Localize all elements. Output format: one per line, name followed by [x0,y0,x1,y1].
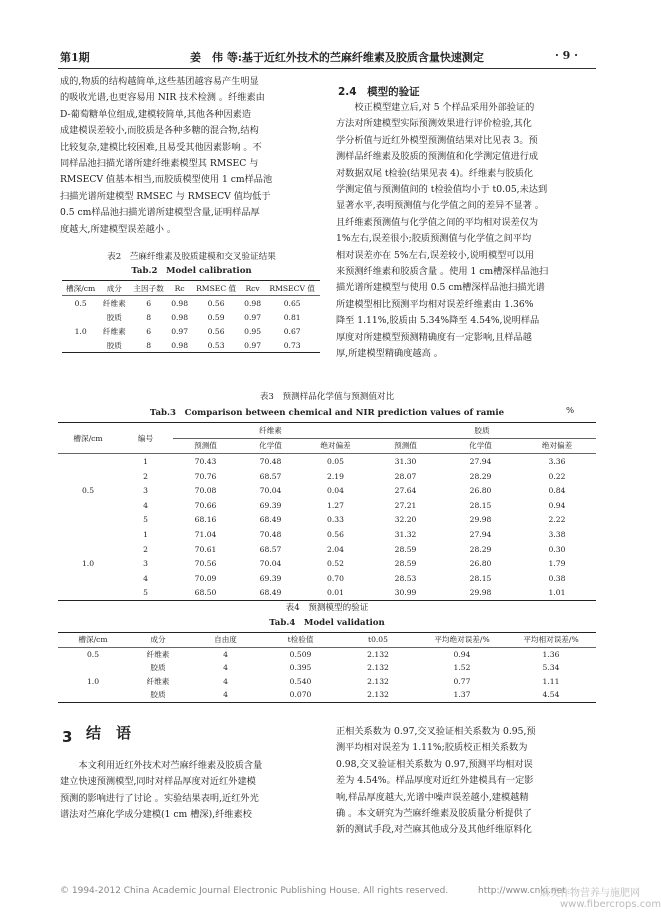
t2-header: RMSEC 值 [196,283,237,293]
text-line: 新的测试手段,对苎麻其他成分及其他纤维原料化 [336,824,532,836]
text-line: 成的,物质的结构越简单,这些基团越容易产生明显 [60,76,259,87]
t3-cell: 70.08 [194,486,217,496]
text-line: 学分析值与近红外模型预测值结果对比见表 3。预 [336,134,538,146]
t2-cell: 0.73 [283,340,301,350]
t4-cell: 胶质 [150,690,166,700]
table4 [58,632,596,703]
t3-group-cellulose: 纤维素 [173,423,368,439]
issue-number: 第1期 [60,51,90,64]
t2-header: 主因子数 [133,283,164,293]
t3-cell: 70.09 [194,573,217,583]
t2-cell: 0.95 [244,326,262,336]
text-line: 本文利用近红外技术对苎麻纤维素及胶质含量 [78,760,263,771]
table-row [58,483,596,498]
text-line: 比较复杂,建模比较困难,且易受其他因素影响 。不 [60,141,262,153]
t3-cell: 1.79 [548,559,566,569]
t3-col-id: 编号 [137,433,154,443]
t4-cell: 4 [223,663,228,673]
t3-cell: 28.15 [469,500,492,510]
t3-cell: 0.30 [548,544,566,554]
text-line: 0.5 cm样品池扫描光谱所建模型含量,证明样品厚 [60,207,260,219]
running-title: 姜 伟 等:基于近红外技术的苎麻纤维素及胶质含量快速测定 [190,51,484,64]
table-row [58,469,596,484]
t3-cell: 1.27 [327,500,344,510]
t3-cell: 70.56 [194,559,217,569]
text-line: 正相关系数为 0.97,交叉验证相关系数为 0.95,预 [336,726,536,737]
t4-cell [58,688,128,702]
t4-cell: 1.37 [453,690,471,700]
table-row [58,454,596,469]
t2-cell: 8 [146,312,152,322]
table-row [62,296,320,311]
text-line: 同样品池扫描光谱所建纤维素模型其 RMSEC 与 [60,158,259,170]
t3-cell: 0.70 [327,573,344,583]
t4-header: 自由度 [214,635,237,645]
t3-cell: 0.01 [327,588,344,598]
t3-col-depth: 槽深/cm [73,433,103,443]
t3-cell: 27.94 [469,456,492,466]
t2-cell: 0.98 [171,340,189,350]
table-row [58,688,596,702]
table-row [62,324,320,338]
t3-cell: 2.04 [327,544,344,554]
t2-cell: 胶质 [106,340,122,350]
t3-cell: 3 [143,486,148,496]
table-row [58,542,596,557]
t3-cell [58,513,118,528]
table2 [62,280,320,353]
t4-cell: 2.132 [367,676,389,686]
t3-group-gum: 胶质 [368,423,596,439]
t3-cell: 0.04 [327,486,344,496]
page-number: · 9 · [555,49,578,62]
t4-cell: 0.77 [453,676,471,686]
t3-cell [58,586,118,601]
t4-header: t检验值 [287,635,314,645]
t3-header: 绝对偏差 [320,441,351,451]
t3-cell: 70.04 [259,559,282,569]
t4-cell: 2.132 [367,649,389,659]
table-row [58,571,596,586]
t2-cell: 纤维素 [102,326,126,336]
t4-cell: 1.36 [542,649,560,659]
t4-header: 平均相对误差/% [523,635,579,645]
t3-cell: 31.30 [394,456,417,466]
t3-cell: 0.05 [327,456,344,466]
text-line: 相对误差亦在 5%左右,误差较小,说明模型可以用 [336,249,534,261]
table-row [58,513,596,528]
left-column-text [60,74,323,238]
t2-cell: 8 [146,340,152,350]
t4-cell: 2.132 [367,663,389,673]
t3-cell: 0.52 [327,559,344,569]
text-line: 方法对所建模型实际预测效果进行评价检验,其化 [336,118,532,130]
t2-cell: 0.56 [207,326,225,336]
t3-header: 化学值 [469,441,492,451]
table3-caption-en: Tab.3 Comparison between chemical and NIR prediction values of ramie [149,408,505,418]
t3-cell: 69.39 [259,500,282,510]
t4-cell: 4 [223,676,228,686]
t3-cell: 0.33 [327,515,344,525]
t2-cell: 0.67 [283,326,301,336]
text-line: 预测的影响进行了讨论 。实验结果表明,近红外光 [60,792,259,804]
t3-cell: 0.22 [548,471,566,481]
table-row [58,586,596,601]
table3 [58,422,596,601]
table2-caption-en: Tab.2 Model calibration [131,266,252,276]
t4-cell: 0.540 [289,676,312,686]
t4-cell: 胶质 [150,663,166,673]
text-line: 1%左右,误差很小;胶质预测值与化学值之间平均 [336,233,532,245]
t3-cell [58,527,118,542]
text-line: 对数据双尾 t检验(结果见表 4)。纤维素与胶质化 [336,167,534,179]
t2-cell: 0.81 [283,312,301,322]
t2-cell: 6 [146,298,152,308]
watermark-cn: 麻类作物营养与施肥网 [540,888,640,899]
t4-cell: 0.509 [289,649,312,659]
t2-header: Rcv [245,283,260,293]
t3-header: 化学值 [259,441,282,451]
t3-cell: 1.0 [81,559,95,569]
t3-cell: 28.29 [469,471,492,481]
text-line: 显著水平,表明预测值与化学值之间的差异不显著 。 [336,200,544,212]
table3-unit: % [566,406,575,416]
cnki-url[interactable]: http://www.cnki.net [478,886,566,896]
t3-cell: 0.56 [327,529,344,539]
section-3-left-text [60,758,323,824]
table-row [62,310,320,324]
t3-cell: 70.04 [259,486,282,496]
header-rule [58,68,596,69]
text-line: 降至 1.11%,胶质由 5.34%降至 4.54%,说明样品 [336,315,540,327]
text-line: 描光谱所建模型与使用 0.5 cm槽深样品池扫描光谱 [336,282,545,294]
t3-cell: 2 [143,544,148,554]
t3-header: 预测值 [394,441,417,451]
t2-cell: 0.97 [244,312,262,322]
text-line: 厚度对所建模型预测精确度有一定影响,且样品越 [336,331,532,343]
text-line: 测平均相对误差为 1.11%;胶质校正相关系数为 [336,742,528,754]
t4-cell: 2.132 [367,690,389,700]
t4-cell: 5.34 [542,663,560,673]
t2-cell: 0.53 [207,340,225,350]
table-row [58,675,596,689]
t3-cell: 68.57 [259,471,282,481]
t2-cell: 0.98 [244,298,262,308]
table4-caption-cn: 表4 预测模型的验证 [285,603,369,613]
text-line: 度越大,所建模型误差越小 。 [60,223,177,235]
t4-cell: 4 [223,649,228,659]
text-line: 学测定值与预测值间的 t检验值均小于 t0.05,未达到 [336,184,548,196]
text-line: 0.98,交叉验证相关系数为 0.97,预测平均相对误 [336,758,533,770]
t2-cell: 0.97 [171,326,189,336]
t4-cell: 0.5 [86,649,100,659]
t4-cell: 1.11 [542,676,560,686]
t3-cell: 4 [143,573,148,583]
t3-cell [58,454,118,469]
t3-cell: 68.49 [259,588,282,598]
t3-cell [58,571,118,586]
table-row [58,527,596,542]
t3-cell: 0.38 [548,573,566,583]
t3-cell: 68.16 [194,515,217,525]
section-2-4-heading: 2.4 模型的验证 [338,86,420,98]
t3-cell: 28.29 [469,544,492,554]
t3-cell: 26.80 [469,486,492,496]
watermark-url: www.fibercrops.com [560,899,661,910]
t4-cell: 4 [223,690,228,700]
text-line: 所建模型相比预测平均相对误差纤维素由 1.36% [336,298,534,310]
text-line: 来预测纤维素和胶质含量 。使用 1 cm槽深样品池扫 [336,266,549,278]
t3-cell: 26.80 [469,559,492,569]
text-line: 响,样品厚度越大,光谱中噪声误差越小,建模越精 [336,791,529,803]
table-row [58,556,596,571]
t3-cell: 69.39 [259,573,282,583]
t3-cell [58,498,118,513]
t2-header: 成分 [106,283,122,293]
t2-header: RMSECV 值 [269,283,315,293]
t3-cell: 70.48 [259,456,282,466]
t3-cell: 29.98 [469,588,492,598]
t3-cell: 28.15 [469,573,492,583]
section-3-number: 3 [62,728,73,746]
copyright-line: © 1994-2012 China Academic Journal Electronic Publishing House. All rights reserved. [60,886,449,896]
t3-cell: 28.07 [394,471,417,481]
text-line: RMSECV 值基本相当,而胶质模型使用 1 cm样品池 [60,174,273,186]
t4-cell: 4.54 [542,690,560,700]
t2-cell: 1.0 [74,326,87,336]
t3-cell: 1.01 [548,588,566,598]
text-line: 建立快速预测模型,同时对样品厚度对近红外建模 [60,776,256,788]
t3-cell: 70.76 [194,471,217,481]
text-line: 谱法对苎麻化学成分建模(1 cm 槽深),纤维素校 [60,809,252,821]
t3-cell: 2 [143,471,148,481]
t3-cell: 30.99 [394,588,417,598]
t4-cell [58,661,128,675]
t3-cell: 28.53 [394,573,417,583]
t2-cell: 6 [146,326,152,336]
t3-cell [58,469,118,484]
t3-cell: 4 [143,500,148,510]
table-row [58,661,596,675]
text-line: 差为 4.54%。样品厚度对近红外建模具有一定影 [336,775,534,787]
t3-cell: 31.32 [394,529,417,539]
t3-cell: 29.98 [469,515,492,525]
text-line: D-葡萄糖单位组成,建模较简单,其他各种因素造 [60,108,252,120]
t4-cell: 0.395 [289,663,312,673]
table-row [58,498,596,513]
t2-cell: 0.65 [283,298,301,308]
t4-header: 槽深/cm [78,635,108,645]
t4-cell: 1.52 [453,663,471,673]
t3-header: 预测值 [194,441,217,451]
t3-header: 绝对偏差 [541,441,573,451]
text-line: 扫描光谱所建模型 RMSEC 与 RMSECV 值均低于 [60,190,271,202]
text-line: 厚,所建模型精确度越高 。 [336,348,443,360]
t2-cell [62,310,99,324]
t3-cell: 68.49 [259,515,282,525]
text-line: 的吸收光谱,也更容易用 NIR 技术检测 。纤维素由 [60,92,265,104]
text-line: 测样品纤维素及胶质的预测值和化学测定值进行成 [336,151,539,163]
t3-cell: 0.84 [548,486,566,496]
t2-header: Rc [174,283,185,293]
t3-cell: 27.64 [394,486,417,496]
t3-cell: 32.20 [394,515,417,525]
t3-cell: 0.94 [548,500,566,510]
t2-cell: 0.5 [74,298,87,308]
text-line: 校正模型建立后,对 5 个样品采用外部验证的 [354,102,535,113]
t3-cell: 3 [143,559,148,569]
t3-cell: 2.19 [327,471,344,481]
t2-header: 槽深/cm [66,283,96,293]
t2-cell: 0.56 [207,298,225,308]
section-2-4-text [336,100,594,363]
t3-cell: 68.50 [194,588,217,598]
t3-cell: 70.61 [194,544,217,554]
text-line: 且纤维素预测值与化学值之间的平均相对误差仅为 [336,216,539,228]
t4-cell: 1.0 [86,676,100,686]
t4-header: 平均绝对误差/% [434,635,490,645]
t2-cell: 纤维素 [102,298,126,308]
t2-cell: 0.59 [207,312,225,322]
t3-cell: 27.94 [469,529,492,539]
t3-cell [58,542,118,557]
t3-cell: 28.59 [394,559,417,569]
table-row [58,647,596,661]
t2-cell: 0.97 [244,340,262,350]
t3-cell: 68.57 [259,544,282,554]
t3-cell: 0.5 [81,486,95,496]
t3-cell: 5 [143,588,148,598]
t4-header: t0.05 [368,635,388,645]
table2-caption-cn: 表2 苎麻纤维素及胶质建模和交叉验证结果 [107,252,276,262]
t3-cell: 5 [143,515,148,525]
section-3-right-text [336,724,594,839]
t3-cell: 70.43 [194,456,217,466]
t2-cell: 0.98 [171,312,189,322]
text-line: 成建模误差较小,而胶质是各种多糖的混合物,结构 [60,125,259,137]
t3-cell: 2.22 [548,515,566,525]
t3-cell: 1 [143,529,148,539]
t2-cell: 胶质 [106,312,122,322]
t4-cell: 0.94 [453,649,471,659]
t4-header: 成分 [150,635,166,645]
table4-caption-en: Tab.4 Model validation [269,618,385,628]
t2-cell [62,338,99,353]
table-row [62,338,320,353]
t3-cell: 28.59 [394,544,417,554]
t3-cell: 27.21 [394,500,417,510]
t3-cell: 1 [143,456,148,466]
table3-caption-cn: 表3 预测样品化学值与预测值对比 [259,392,395,402]
section-3-title: 结 语 [86,724,132,742]
t2-cell: 0.98 [171,298,189,308]
t3-cell: 71.04 [194,529,217,539]
t4-cell: 0.070 [289,690,312,700]
text-line: 确 。本文研究为苎麻纤维素及胶质量分析提供了 [336,808,532,820]
t3-cell: 70.48 [259,529,282,539]
t3-cell: 3.38 [548,529,566,539]
t3-cell: 70.66 [194,500,217,510]
t3-cell: 3.36 [548,456,566,466]
t4-cell: 纤维素 [146,649,170,659]
t4-cell: 纤维素 [146,676,170,686]
